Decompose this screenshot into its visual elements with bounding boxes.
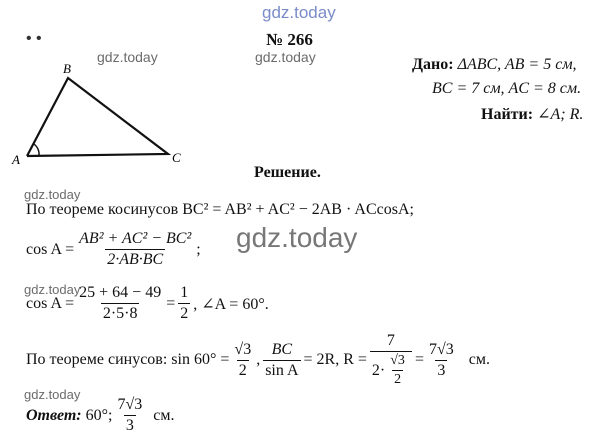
numeric-denominator: 2·5·8 <box>102 305 138 322</box>
given-label: Дано: <box>412 56 454 73</box>
half-denominator: 2 <box>180 305 189 322</box>
problem-number: № 266 <box>266 30 313 49</box>
watermark-center-upper: gdz.today <box>255 49 316 65</box>
radius-denominator <box>370 351 412 388</box>
sin60-fraction <box>232 341 253 380</box>
cos-a-lhs-2: cos A = <box>26 294 75 312</box>
cos-a-fraction <box>77 230 193 269</box>
radius-expression: = 2R, R = <box>303 351 367 368</box>
cos-a-lhs: cos A = <box>26 240 75 258</box>
separator: , <box>256 351 261 368</box>
nested-denominator: 2 <box>394 372 402 387</box>
numeric-numerator: 25 + 64 − 49 <box>79 284 162 301</box>
watermark-top: gdz.today <box>262 3 336 22</box>
given-line-1 <box>412 56 577 74</box>
find-label: Найти: <box>481 106 534 123</box>
answer-denominator: 3 <box>125 417 134 434</box>
cosine-theorem-line: По теореме косинусов BC² = AB² + AC² − 2AB · ACcosA; <box>26 201 414 218</box>
sine-theorem-prefix: По теореме синусов: sin 60° = <box>26 351 230 368</box>
answer-angle: 60°; <box>85 406 113 424</box>
find-line <box>481 104 583 124</box>
vertex-c-label: C <box>172 150 181 165</box>
watermark-left-upper: gdz.today <box>97 49 158 65</box>
cos-a-computation <box>26 284 269 323</box>
answer-unit: см. <box>153 406 175 424</box>
cos-a-numeric-fraction <box>77 284 163 323</box>
angle-a-arc <box>34 144 39 156</box>
watermark-big-center: gdz.today <box>236 222 358 253</box>
radius-unit: см. <box>468 351 490 368</box>
answer-numerator: 7√3 <box>117 396 143 413</box>
sin60-denominator: 2 <box>238 361 247 379</box>
half-fraction <box>178 284 190 323</box>
bc-over-sina-fraction <box>263 341 300 380</box>
radius-result-denominator: 3 <box>437 361 446 379</box>
nested-fraction <box>388 353 407 388</box>
radius-numerator: 7 <box>386 332 395 349</box>
given-triangle: ΔABC, AB = 5 см, <box>457 56 577 73</box>
equals-sign: = <box>166 294 176 312</box>
given-line-2: BC = 7 см, AC = 8 см. <box>432 80 582 97</box>
equals-sign-2: = <box>414 351 424 368</box>
radius-result-numerator: 7√3 <box>428 340 454 358</box>
sin60-numerator: √3 <box>234 340 252 358</box>
answer-line <box>26 396 174 435</box>
radius-den-prefix: 2· <box>371 361 386 379</box>
watermark-left-2: gdz.today <box>24 282 81 297</box>
triangle-figure <box>10 60 200 170</box>
sine-theorem-line <box>26 332 490 388</box>
watermark-left-1: gdz.today <box>24 187 81 202</box>
cos-a-numerator: AB² + AC² − BC² <box>79 230 192 247</box>
cos-a-formula <box>26 230 201 269</box>
vertex-b-label: B <box>63 61 71 76</box>
answer-label: Ответ: <box>26 406 82 424</box>
half-numerator: 1 <box>180 284 189 301</box>
watermark-left-3: gdz.today <box>24 387 81 402</box>
vertex-a-label: A <box>12 152 20 167</box>
find-value: ∠A; R. <box>537 106 584 123</box>
bc-numerator: BC <box>271 340 293 358</box>
dots-mark: • • <box>26 30 42 47</box>
sina-denominator: sin A <box>265 361 299 379</box>
cos-a-tail: ; <box>196 240 201 258</box>
cos-a-denominator: 2·AB·BC <box>107 251 164 268</box>
angle-result: , ∠A = 60°. <box>193 295 269 313</box>
radius-fraction <box>370 332 412 388</box>
nested-numerator: √3 <box>390 353 405 368</box>
radius-result-fraction <box>427 341 456 380</box>
solution-title: Решение. <box>254 164 321 181</box>
triangle-outline <box>27 78 168 156</box>
answer-fraction <box>115 396 144 435</box>
